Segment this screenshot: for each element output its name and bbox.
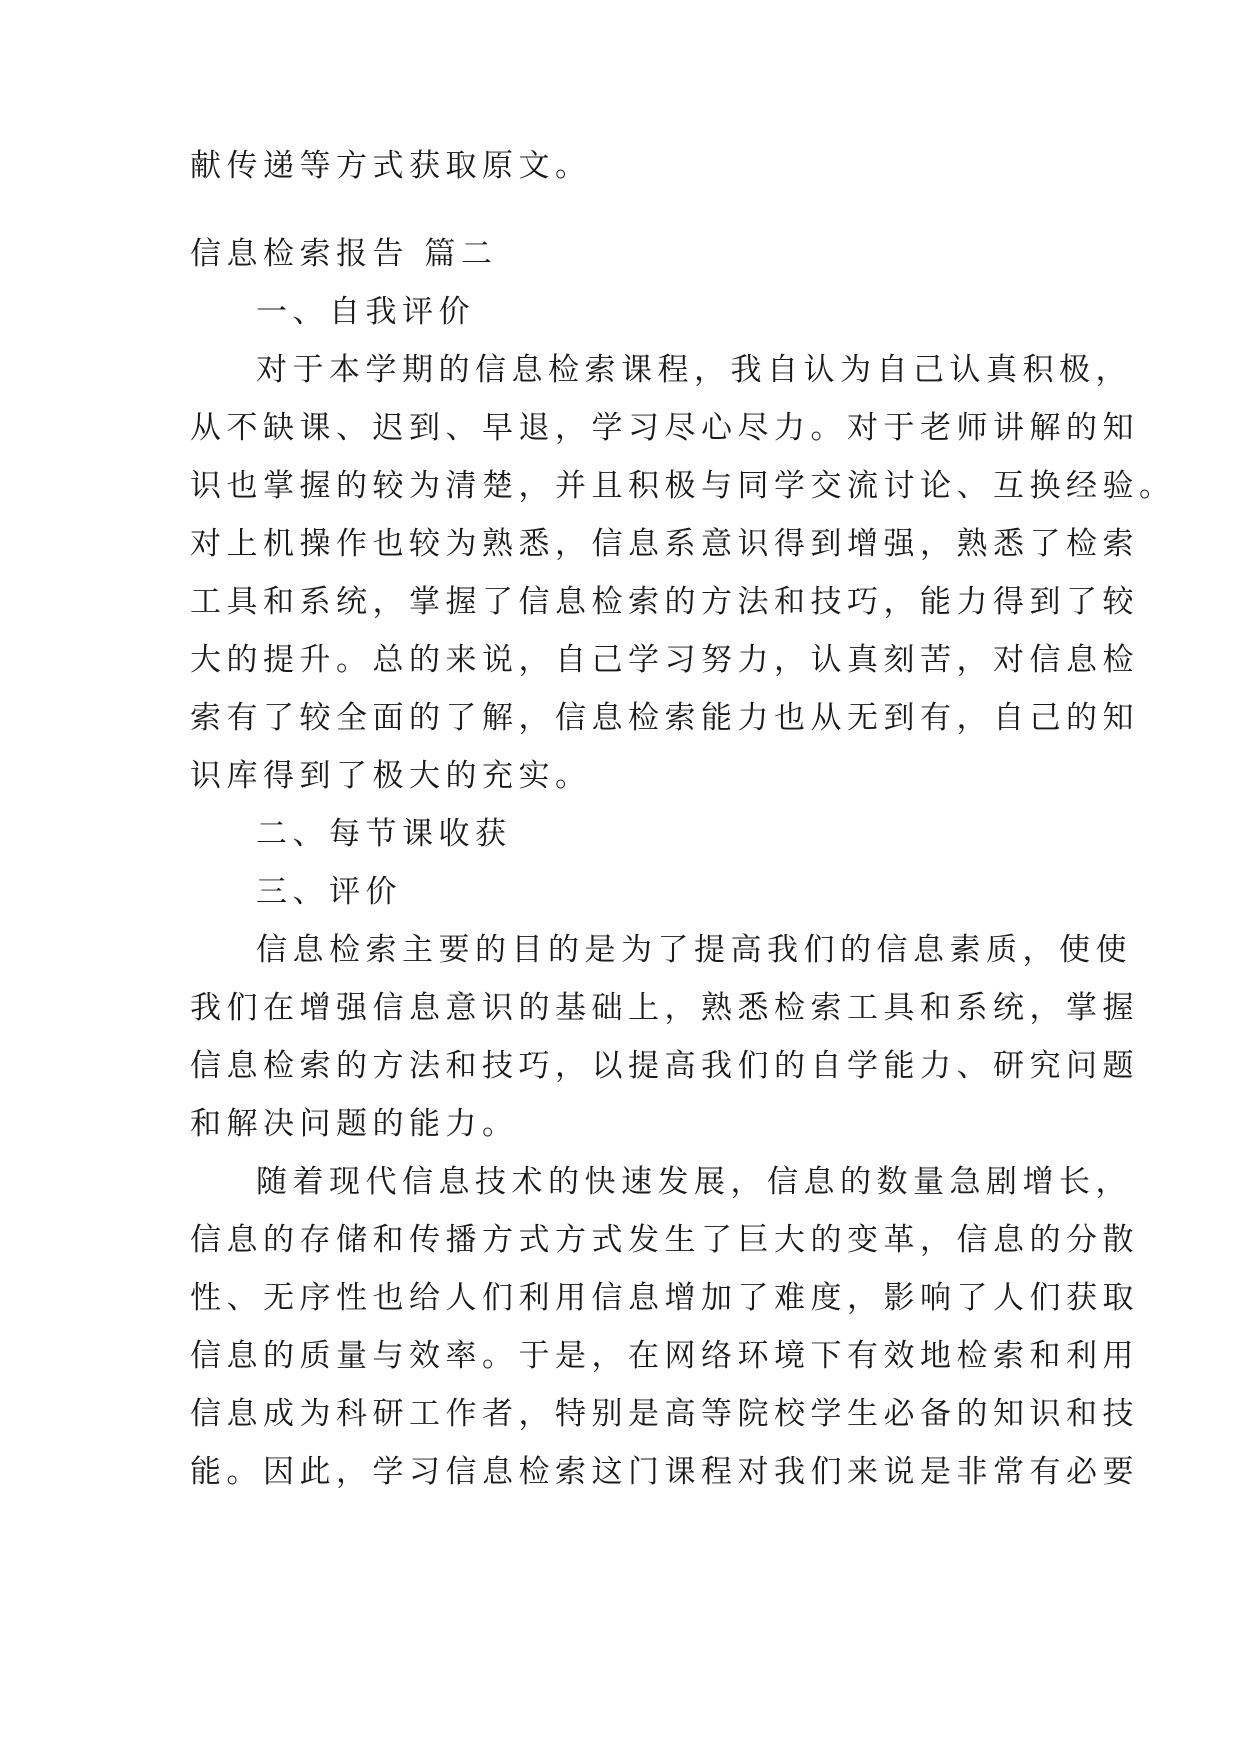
paragraph-1-line: 工具和系统，掌握了信息检索的方法和技巧，能力得到了较 [190, 584, 1139, 620]
paragraph-3-line: 信息的存储和传播方式方式发生了巨大的变革，信息的分散 [190, 1222, 1139, 1258]
paragraph-3-line: 信息的质量与效率。于是，在网络环境下有效地检索和利用 [190, 1338, 1139, 1374]
paragraph-2-line: 我们在增强信息意识的基础上，熟悉检索工具和系统，掌握 [190, 990, 1139, 1026]
heading-evaluation: 三、评价 [256, 874, 402, 910]
paragraph-1-line: 从不缺课、迟到、早退，学习尽心尽力。对于老师讲解的知 [190, 410, 1139, 446]
paragraph-2-line: 和解决问题的能力。 [190, 1106, 519, 1142]
heading-lesson-gains: 二、每节课收获 [256, 816, 512, 852]
continuation-line: 献传递等方式获取原文。 [190, 148, 592, 184]
paragraph-1-line: 对上机操作也较为熟悉，信息系意识得到增强，熟悉了检索 [190, 526, 1139, 562]
paragraph-1-line: 识库得到了极大的充实。 [190, 758, 592, 794]
paragraph-3-line: 性、无序性也给人们利用信息增加了难度，影响了人们获取 [190, 1280, 1139, 1316]
paragraph-2-line: 信息检索的方法和技巧，以提高我们的自学能力、研究问题 [190, 1048, 1139, 1084]
heading-self-evaluation: 一、自我评价 [256, 294, 475, 330]
paragraph-1-line: 大的提升。总的来说，自己学习努力，认真刻苦，对信息检 [190, 642, 1139, 678]
paragraph-3-line: 随着现代信息技术的快速发展，信息的数量急剧增长， [256, 1164, 1132, 1200]
paragraph-1-line: 索有了较全面的了解，信息检索能力也从无到有，自己的知 [190, 700, 1139, 736]
section-title: 信息检索报告 篇二 [190, 236, 498, 272]
document-body [190, 137, 1176, 1501]
paragraph-2-line: 信息检索主要的目的是为了提高我们的信息素质，使使 [256, 932, 1132, 968]
spacer [190, 195, 1050, 225]
paragraph-3-line: 信息成为科研工作者，特别是高等院校学生必备的知识和技 [190, 1396, 1139, 1432]
paragraph-1-line: 识也掌握的较为清楚，并且积极与同学交流讨论、互换经验。 [190, 468, 1176, 504]
paragraph-1-line: 对于本学期的信息检索课程，我自认为自己认真积极， [256, 352, 1132, 388]
paragraph-3-line: 能。因此，学习信息检索这门课程对我们来说是非常有必要 [190, 1454, 1139, 1490]
